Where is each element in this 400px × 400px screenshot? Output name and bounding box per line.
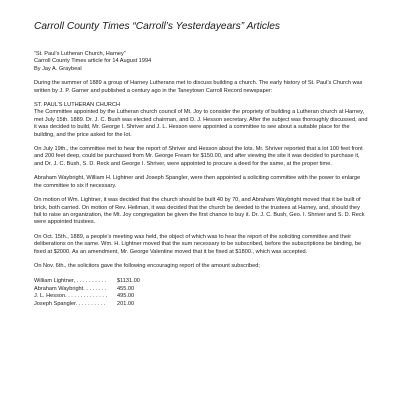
list-item <box>34 301 368 308</box>
article-byline: By Jay A. Graybeal <box>34 65 82 72</box>
body-paragraph: On Oct. 15th., 1889, a people’s meeting was held, the object of which was to hear the report of the soliciting committee and their deliberations on the same. Wm. H. Lightner moved that the sum necessary to be subscribed, before the subscriptions be binding, be fixed at $2000. As an amendment, Mr. George Valentine moved that it be fixed at $1800., which was accepted. <box>34 233 362 255</box>
intro-paragraph: During the summer of 1889 a group of Harney Lutherans met to discuss building a church. The early history of St. Paul’s Church was written by J. P. Garner and published a century ago in the Taneytown Carroll Record newspaper: <box>34 80 363 94</box>
subscriber-name: Joseph Spangler. . . . . . . . . . <box>34 300 106 307</box>
article-headline: “St. Paul’s Lutheran Church, Harney” <box>34 51 126 57</box>
section-heading: ST. PAUL’S LUTHERAN CHURCH <box>34 102 120 109</box>
list-item <box>34 293 368 300</box>
subscription-amount: 495.00 <box>117 293 135 300</box>
subscriber-name: William Lightner, . . . . . . . . . . <box>34 278 107 285</box>
subscription-list <box>34 278 368 308</box>
body-paragraph: On Nov. 6th., the solicitors gave the following encouraging report of the amount subscribed; <box>34 262 260 269</box>
body-paragraph: On motion of Wm. Lightner, it was decided that the church should be built 40 by 70, and Abraham Waybright moved that it be built of brick, both carried. On motion of Rev. Heilman, it was decided that the church be deeded to the trustees at Harney, and, should they fail to raise an organization, the Mt. Joy congregation be given the first chance to buy it. Dr. J. C. Bush, Geo. I. Shriver and S. D. Reck were appointed trustees. <box>34 197 365 226</box>
subscription-amount: 201.00 <box>117 300 135 307</box>
body-paragraph: Abraham Waybright, William H. Lightner and Joseph Spangler, were then appointed a soliciting committee with the power to enlarge the committee to six if necessary. <box>34 175 361 189</box>
subscription-amount: 455.00 <box>117 285 135 292</box>
list-item <box>34 286 368 293</box>
subscriber-name: J. L. Hesson. . . . . . . . . . . . . . <box>34 293 108 300</box>
subscriber-name: Abraham Waybright. . . . . . . . <box>34 285 107 292</box>
body-paragraph: On July 19th., the committee met to hear the report of Shriver and Hesson about the lots. Mr. Shriver reported that a lot 100 feet front and 200 feet deep, could be purchased from Mr. George Fream for $150.00, and after viewing the site it was decided to purchase it, and Dr. J. C. Bush, S. D. Reck and George I. Shriver, were appointed to procure a deed for the same, at the proper time. <box>34 146 363 167</box>
article-source: Carroll County Times article for 14 August 1994 <box>34 58 152 65</box>
body-paragraph: The Committee appointed by the Lutheran church council of Mt. Joy to consider the propriety of building a Lutheran church at Harney, met July 15th. 1889. Dr. J. C. Bush was elected chairman, and D. J. Hesson secretary. After the subject was thoroughly discussed, and it was decided to build, Mr. George I. Shriver and J. L. Hesson were appointed a committee to see about a suitable place for the building, and the price asked for the lot. <box>34 109 368 138</box>
list-item <box>34 278 368 285</box>
subscription-amount: $1131.00 <box>117 278 140 285</box>
page-title: Carroll County Times “Carroll’s Yesterdayears” Articles <box>34 21 280 32</box>
article-meta <box>34 51 368 73</box>
